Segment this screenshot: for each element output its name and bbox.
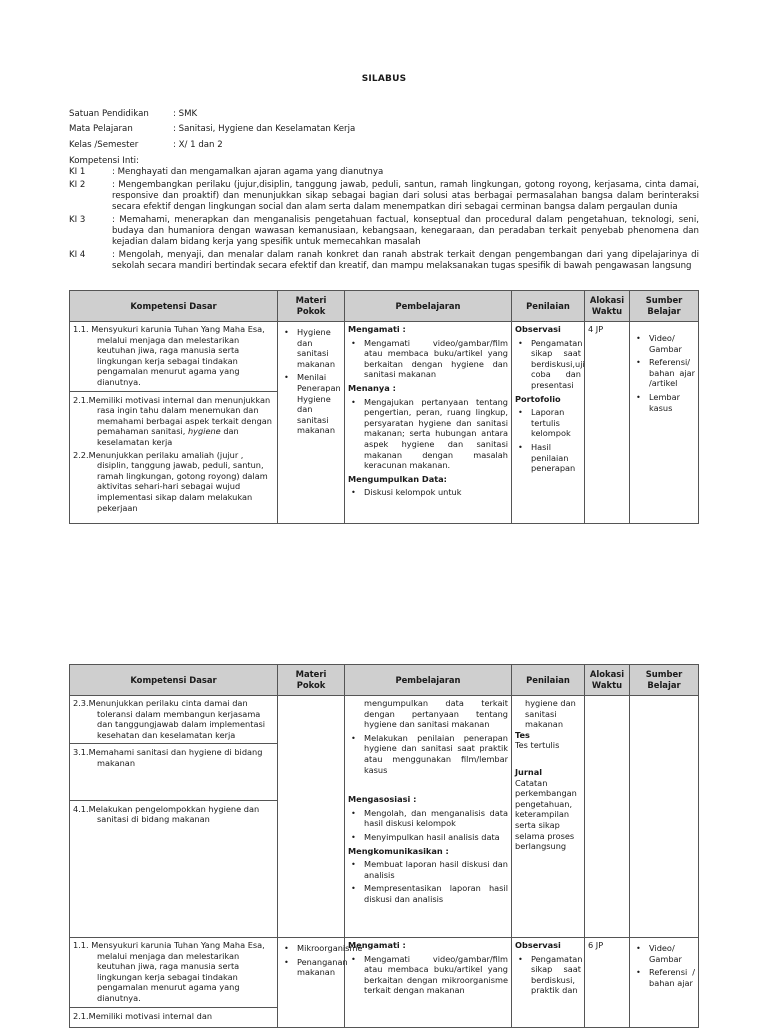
identity-row — [69, 106, 699, 122]
activity-item: • Menyimpulkan hasil analisis data — [348, 832, 508, 843]
ki-item — [69, 250, 699, 272]
assessment-heading: Tes — [515, 729, 530, 740]
alokasi-cell — [585, 696, 630, 938]
source-item: • Lembar kasus — [633, 392, 695, 413]
header-pembelajaran: Pembelajaran — [345, 291, 512, 322]
activity-item: • Mengolah, dan menganalisis data hasil diskusi kelompok — [348, 808, 508, 829]
activity-item: • Diskusi kelompok untuk — [348, 487, 508, 498]
kd-item: 1.1. Mensyukuri karunia Tuhan Yang Maha Esa, melalui menjaga dan melestarikan keutuhan jiwa, raga manusia serta lingkungan kerja sebagai tindakan pengamalan menurut agama yang dianutnya. — [73, 940, 265, 1003]
penilaian-cell — [512, 322, 585, 524]
ki-item — [69, 180, 699, 214]
materi-cell — [278, 696, 345, 938]
identity-block — [69, 106, 699, 153]
identity-label: Mata Pelajaran — [69, 124, 133, 135]
materi-item: • Mikroorganisme — [281, 943, 341, 954]
pembelajaran-cell — [345, 696, 512, 938]
assessment-heading: Observasi — [515, 324, 561, 334]
activity-heading: Mengkomunikasikan : — [348, 845, 449, 856]
kd-divider — [70, 391, 277, 392]
kd-item — [73, 395, 274, 448]
document-title: SILABUS — [361, 74, 407, 84]
header-materi-pokok: Materi Pokok — [278, 665, 345, 696]
activity-heading: Mengumpulkan Data: — [348, 473, 447, 484]
source-item: • Video/ Gambar — [633, 333, 695, 354]
sumber-cell — [630, 322, 699, 524]
header-alokasi-waktu: Alokasi Waktu — [585, 665, 630, 696]
header-kompetensi-dasar: Kompetensi Dasar — [70, 665, 278, 696]
ki-number: KI 2 — [69, 180, 86, 190]
assessment-heading: Observasi — [515, 940, 561, 950]
materi-item: • Hygiene dan sanitasi makanan — [281, 327, 341, 369]
assessment-text: Tes tertulis — [515, 740, 560, 751]
kd-item: 2.2.Menunjukkan perilaku amaliah (jujur , disiplin, tanggung jawab, peduli, santun, ramah lingkungan, gotong royong) dalam aktivitas sehari-hari sebagai wujud implementasi sikap dalam melakukan pekerjaan — [73, 449, 268, 513]
sumber-cell — [630, 696, 699, 938]
ki-number: KI 4 — [69, 250, 86, 260]
ki-number: KI 1 — [69, 167, 86, 177]
activity-item: • Mengamati video/gambar/film atau membaca buku/artikel yang berkaitan dengan mikroorganisme terkait dengan makanan — [348, 954, 508, 996]
kd-divider — [70, 1007, 277, 1008]
alokasi-cell: 4 JP — [585, 322, 630, 524]
activity-item: • Melakukan penilaian penerapan hygiene dan sanitasi saat praktik atau menggunakan film/lembar kasus — [348, 733, 508, 775]
activity-heading: Menanya : — [348, 382, 396, 393]
materi-cell — [278, 322, 345, 524]
activity-item: • Mengajukan pertanyaan tentang pengertian, peran, ruang lingkup, persyaratan hygiene dan sanitasi makanan; serta hubungan antara aspek hygiene dan sanitasi makanan dengan masalah keracunan makanan. — [348, 397, 508, 471]
kd-text: dan keselamatan kerja — [97, 426, 239, 447]
kd-divider — [70, 800, 277, 801]
assessment-heading: Portofolio — [515, 393, 561, 404]
materi-item: • Menilai Penerapan Hygiene dan sanitasi makanan — [281, 372, 341, 436]
identity-value: : Sanitasi, Hygiene dan Keselamatan Kerja — [173, 124, 356, 135]
kd-cell — [70, 938, 278, 1028]
identity-label: Satuan Pendidikan — [69, 108, 149, 119]
activity-item: • Membuat laporan hasil diskusi dan analisis — [348, 859, 508, 880]
header-pembelajaran: Pembelajaran — [345, 665, 512, 696]
assessment-heading: Jurnal — [515, 766, 543, 777]
kd-text: 2.1.Memiliki motivasi internal dan menunjukkan rasa ingin tahu dalam menemukan dan memahami berbagai aspek terkait dengan pemahaman sanitasi, — [73, 394, 272, 437]
assessment-item: • Pengamatan sikap saat berdiskusi,uji coba dan presentasi — [515, 338, 581, 391]
header-penilaian: Penilaian — [512, 291, 585, 322]
identity-value: : SMK — [173, 108, 198, 119]
syllabus-table-1 — [69, 290, 699, 524]
ki-text: : Mengolah, menyaji, dan menalar dalam ranah konkret dan ranah abstrak terkait dengan pengembangan dari yang dipelajarinya di sekolah secara mandiri bertindak secara efektif dan kreatif, dan mampu melaksanakan tugas spesifik di bawah pengawasan langsung — [112, 250, 699, 272]
pembelajaran-cell — [345, 322, 512, 524]
activity-heading: Mengamati : — [348, 940, 406, 950]
header-penilaian: Penilaian — [512, 665, 585, 696]
header-kompetensi-dasar: Kompetensi Dasar — [70, 291, 278, 322]
ki-item — [69, 215, 699, 249]
activity-item: • Mengamati video/gambar/film atau membaca buku/artikel yang berkaitan dengan hygiene dan sanitasi makanan — [348, 338, 508, 380]
ki-item — [69, 167, 699, 178]
ki-text: : Mengembangkan perilaku (jujur,disiplin, tanggung jawab, peduli, santun, ramah lingkungan, gotong royong, kerjasama, cinta damai, responsive dan proaktif) dan menunjukkan sikap sebagai bagian dari solusi atas berbagai permasalahan bangsa dalam berinteraksi secara efektif dengan lingkungan social dan alam serta dalam menempatkan diri sebagai cerminan bangsa dalam pergaulan dunia — [112, 180, 699, 213]
identity-row — [69, 122, 699, 138]
sumber-cell — [630, 938, 699, 1028]
activity-heading: Mengasosiasi : — [348, 794, 417, 805]
assessment-item: • Hasil penilaian penerapan — [515, 442, 581, 474]
source-item: • Referensi / bahan ajar — [633, 967, 695, 988]
pembelajaran-cell — [345, 938, 512, 1028]
identity-value: : X/ 1 dan 2 — [173, 139, 223, 150]
header-sumber-belajar: Sumber Belajar — [630, 291, 699, 322]
kd-item: 3.1.Memahami sanitasi dan hygiene di bidang makanan — [73, 747, 263, 768]
activity-continuation: mengumpulkan data terkait dengan pertanyaan tentang hygiene dan sanitasi makanan — [364, 698, 508, 730]
penilaian-cell — [512, 938, 585, 1028]
source-item: • Referensi/ bahan ajar /artikel — [633, 357, 695, 389]
assessment-continuation: hygiene dan sanitasi makanan — [525, 698, 576, 730]
materi-cell — [278, 938, 363, 1028]
identity-label: Kelas /Semester — [69, 139, 139, 150]
alokasi-cell: 6 JP — [585, 938, 630, 1028]
kd-item: 1.1. Mensyukuri karunia Tuhan Yang Maha Esa, melalui menjaga dan melestarikan keutuhan jiwa, raga manusia serta lingkungan kerja sebagai tindakan pengamalan menurut agama yang dianutnya. — [73, 324, 265, 387]
header-materi-pokok: Materi Pokok — [278, 291, 345, 322]
penilaian-cell — [512, 696, 585, 938]
kd-cell — [70, 322, 278, 524]
kd-item: 4.1.Melakukan pengelompokkan hygiene dan sanitasi di bidang makanan — [73, 803, 260, 825]
kd-text-italic: hygiene — [187, 426, 221, 437]
kd-item: 2.1.Memiliki motivasi internal dan — [73, 1010, 213, 1021]
ki-text: : Menghayati dan mengamalkan ajaran agama yang dianutnya — [112, 167, 384, 177]
header-alokasi-waktu: Alokasi Waktu — [585, 291, 630, 322]
source-item: • Video/ Gambar — [633, 943, 695, 964]
activity-heading: Mengamati : — [348, 324, 406, 334]
activity-item: • Mempresentasikan laporan hasil diskusi dan analisis — [348, 883, 508, 904]
kd-item: 2.3.Menunjukkan perilaku cinta damai dan toleransi dalam membangun kerjasama dan tanggungjawab dalam implementasi kesehatan dan keselamatan kerja — [73, 698, 266, 740]
ki-heading: Kompetensi Inti: — [69, 156, 139, 166]
assessment-item: • Pengamatan sikap saat berdiskusi, praktik dan — [515, 954, 581, 996]
assessment-text: Catatan perkembangan pengetahuan, keterampilan serta sikap selama proses berlangsung — [515, 777, 577, 852]
identity-row — [69, 137, 699, 153]
ki-text: : Memahami, menerapkan dan menganalisis pengetahuan factual, konseptual dan procedural dalam pengetahuan, teknologi, seni, budaya dan humaniora dengan wawasan kemanusiaan, kebangsaan, kenegaraan, dan peradaban terkait penyebab phenomena dan kejadian dalam bidang kerja yang spesifik untuk memecahkan masalah — [112, 215, 699, 248]
materi-item: • Penanganan makanan — [281, 957, 341, 978]
header-sumber-belajar: Sumber Belajar — [630, 665, 699, 696]
ki-number: KI 3 — [69, 215, 86, 225]
syllabus-table-2 — [69, 664, 699, 1028]
assessment-item: • Laporan tertulis kelompok — [515, 407, 581, 439]
kd-cell — [70, 696, 278, 938]
kd-divider — [70, 743, 277, 744]
